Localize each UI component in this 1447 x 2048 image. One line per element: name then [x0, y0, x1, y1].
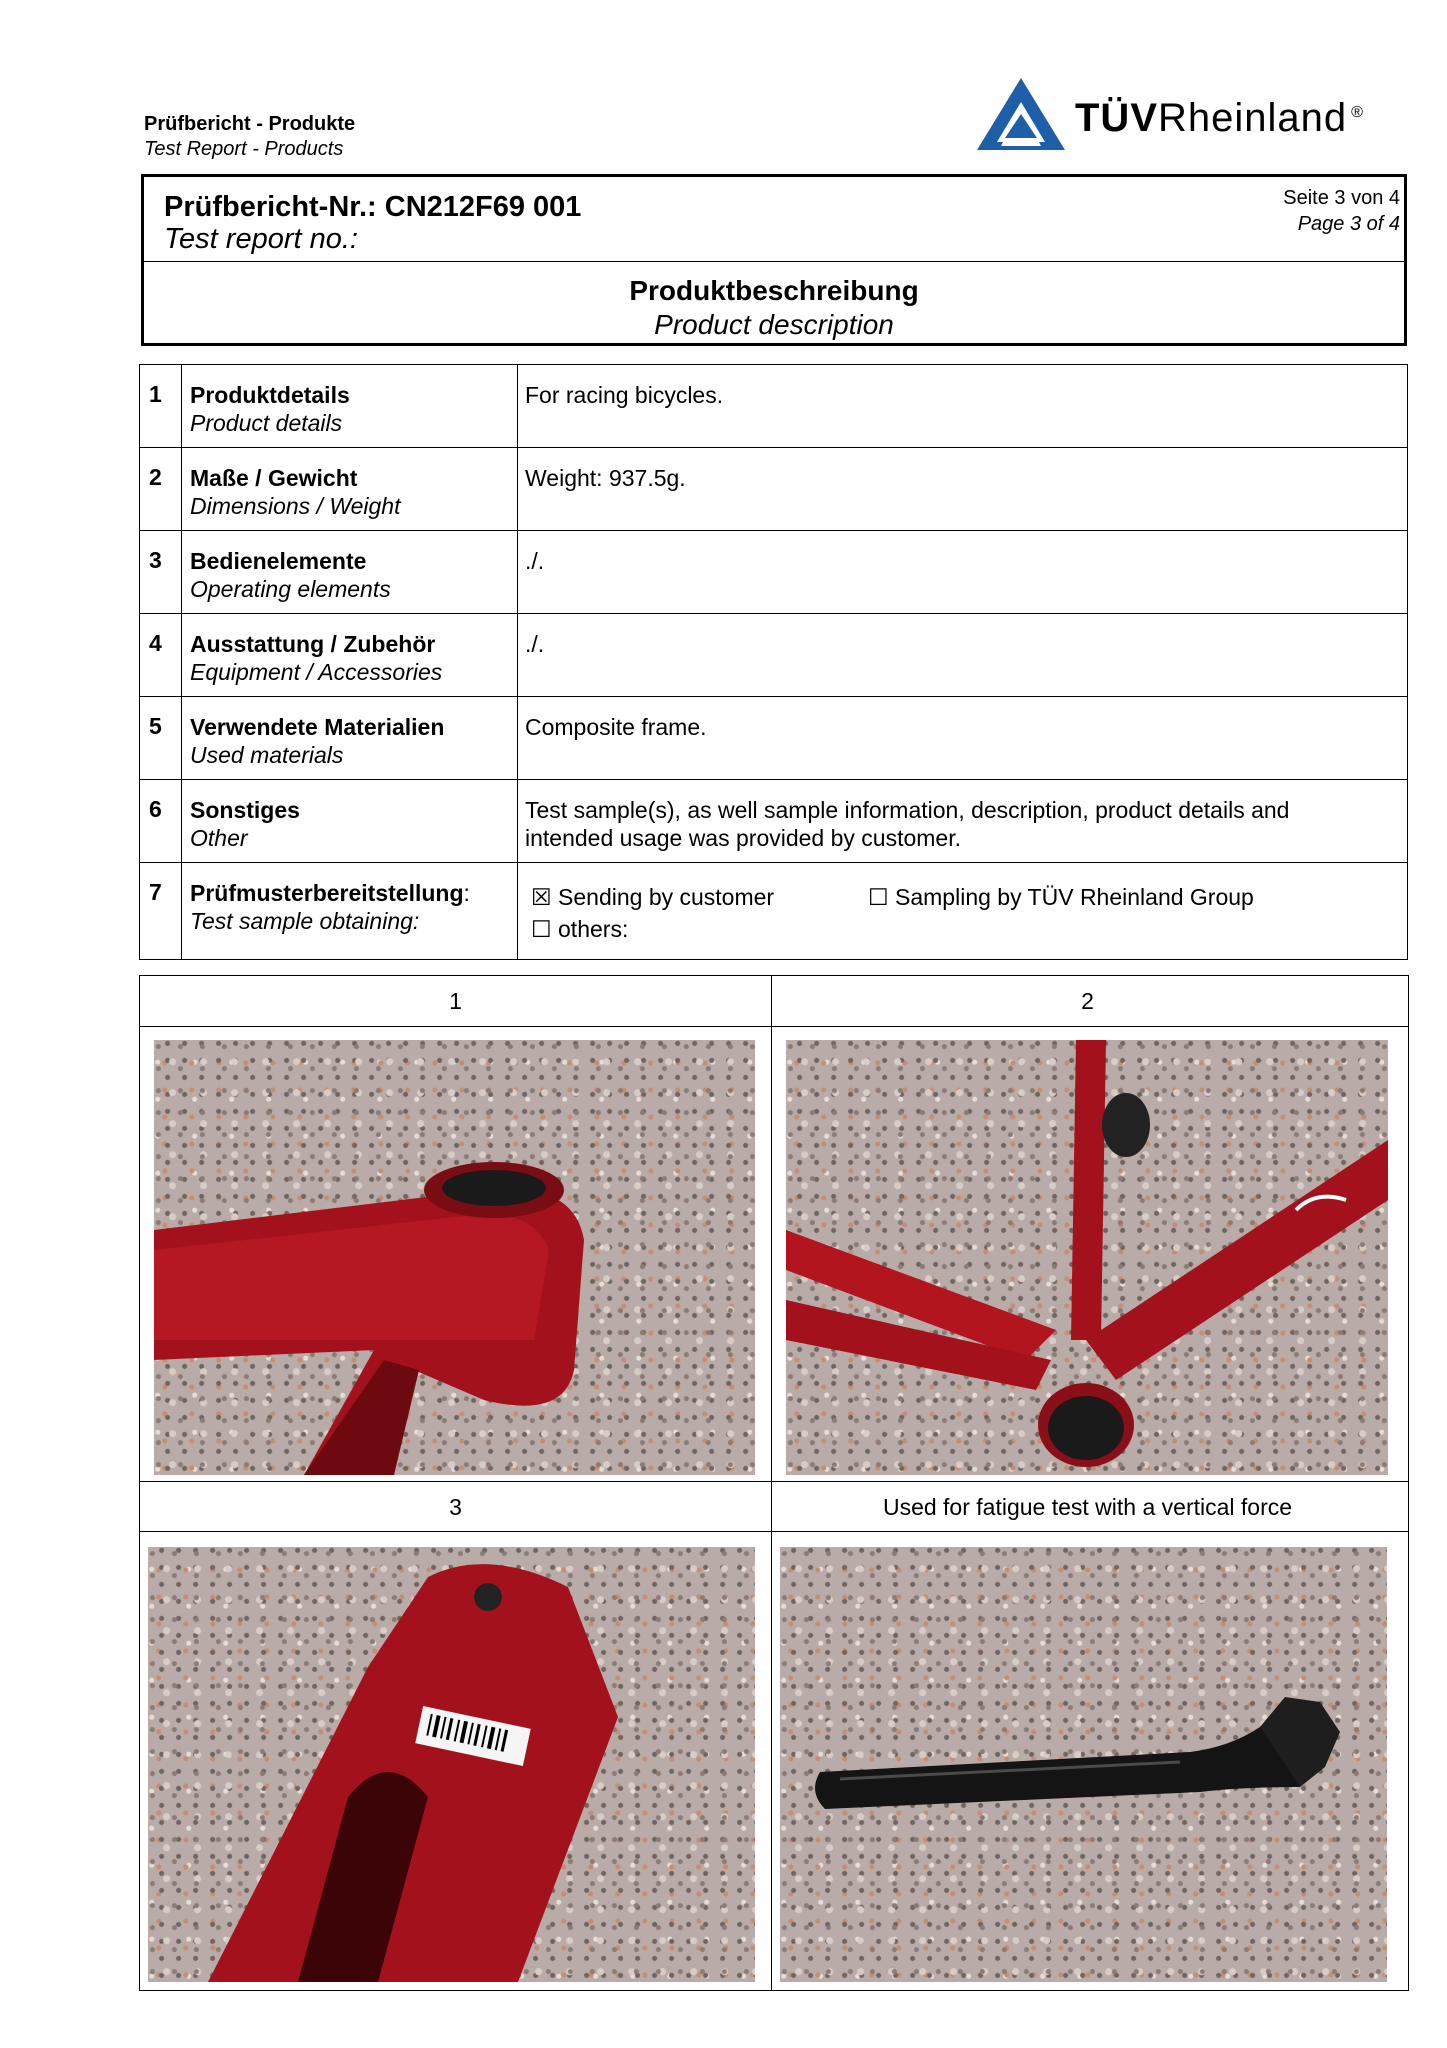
row-label: [182, 365, 518, 448]
report-number: [164, 191, 581, 255]
option-label: others:: [558, 916, 629, 942]
report-no-label-de: Prüfbericht-Nr.:: [164, 191, 377, 223]
logo-wordmark: [1075, 96, 1364, 141]
table-row: [140, 863, 1408, 960]
report-no-value: CN212F69 001: [384, 191, 582, 223]
seatpost-photo: [780, 1547, 1387, 1982]
table-row: [140, 697, 1408, 780]
tuv-logo: [975, 76, 1390, 152]
page-de: Seite 3 von 4: [1283, 187, 1400, 209]
table-row: [140, 531, 1408, 614]
row-value: [518, 863, 1408, 960]
checked-box-icon: ☒: [531, 884, 552, 910]
row-value: ./.: [518, 614, 1408, 697]
section-title-de: Produktbeschreibung: [629, 275, 919, 306]
label-de: Prüfmusterbereitstellung: [190, 880, 464, 906]
document-type: [144, 112, 355, 162]
page-en: Page 3 of 4: [1297, 213, 1400, 235]
photo-caption: 1: [449, 988, 462, 1014]
product-details-table: [139, 364, 1408, 960]
option-sending-by-customer[interactable]: [531, 883, 868, 911]
label-de: Produktdetails: [190, 382, 350, 408]
label-de: Ausstattung / Zubehör: [190, 631, 436, 657]
table-row: [140, 365, 1408, 448]
table-row: [140, 780, 1408, 863]
row-label: [182, 780, 518, 863]
unchecked-box-icon: ☐: [531, 916, 552, 942]
doc-type-de: Prüfbericht - Produkte: [144, 113, 356, 135]
bottom-bracket-photo: [786, 1040, 1388, 1475]
label-de: Verwendete Materialien: [190, 714, 445, 740]
label-en: Used materials: [190, 742, 344, 768]
label-en: Equipment / Accessories: [190, 659, 443, 685]
logo-regular-text: Rheinland: [1158, 96, 1348, 140]
label-colon: :: [463, 880, 470, 906]
option-sampling-by-tuv[interactable]: [868, 883, 1254, 911]
label-de: Maße / Gewicht: [190, 465, 358, 491]
row-value: ./.: [518, 531, 1408, 614]
photo-caption: 3: [449, 1494, 462, 1520]
fork-crown-photo: [148, 1547, 755, 1982]
label-de: Bedienelemente: [190, 548, 367, 574]
tuv-triangle-icon: [975, 76, 1067, 152]
logo-bold-text: TÜV: [1075, 96, 1158, 140]
row-value: For racing bicycles.: [518, 365, 1408, 448]
header-divider: [144, 261, 1404, 262]
grid-divider: [140, 1026, 1408, 1027]
logo-registered-mark: ®: [1351, 103, 1364, 121]
option-others[interactable]: [531, 915, 628, 943]
report-header-box: [141, 174, 1407, 346]
row-value: Weight: 937.5g.: [518, 448, 1408, 531]
table-row: [140, 614, 1408, 697]
label-en: Dimensions / Weight: [190, 493, 401, 519]
row-label: [182, 697, 518, 780]
label-en: Operating elements: [190, 576, 391, 602]
value-line: intended usage was provided by customer.: [525, 825, 961, 851]
photo-caption: 2: [1081, 988, 1094, 1014]
section-title: [144, 274, 1404, 342]
photo-caption: Used for fatigue test with a vertical force: [882, 1494, 1293, 1520]
unchecked-box-icon: ☐: [868, 884, 889, 910]
row-number: 4: [140, 614, 182, 697]
photo-grid: [139, 975, 1409, 1991]
label-en: Test sample obtaining:: [190, 908, 420, 934]
row-number: 6: [140, 780, 182, 863]
row-label: [182, 614, 518, 697]
row-value: Composite frame.: [518, 697, 1408, 780]
row-number: 5: [140, 697, 182, 780]
row-label: [182, 448, 518, 531]
option-label: Sampling by TÜV Rheinland Group: [895, 884, 1254, 910]
row-value: [518, 780, 1408, 863]
page-indicator: [1283, 185, 1400, 237]
row-number: 2: [140, 448, 182, 531]
report-no-label-en: Test report no.:: [164, 223, 358, 255]
value-line: Test sample(s), as well sample information, description, product details and: [525, 797, 1290, 823]
table-row: [140, 448, 1408, 531]
row-number: 7: [140, 863, 182, 960]
head-tube-photo: [154, 1040, 755, 1475]
row-number: 1: [140, 365, 182, 448]
option-label: Sending by customer: [558, 884, 775, 910]
label-de: Sonstiges: [190, 797, 300, 823]
doc-type-en: Test Report - Products: [144, 138, 344, 160]
row-number: 3: [140, 531, 182, 614]
label-en: Product details: [190, 410, 343, 436]
row-label: [182, 531, 518, 614]
label-en: Other: [190, 825, 248, 851]
row-label: [182, 863, 518, 960]
section-title-en: Product description: [654, 309, 894, 340]
